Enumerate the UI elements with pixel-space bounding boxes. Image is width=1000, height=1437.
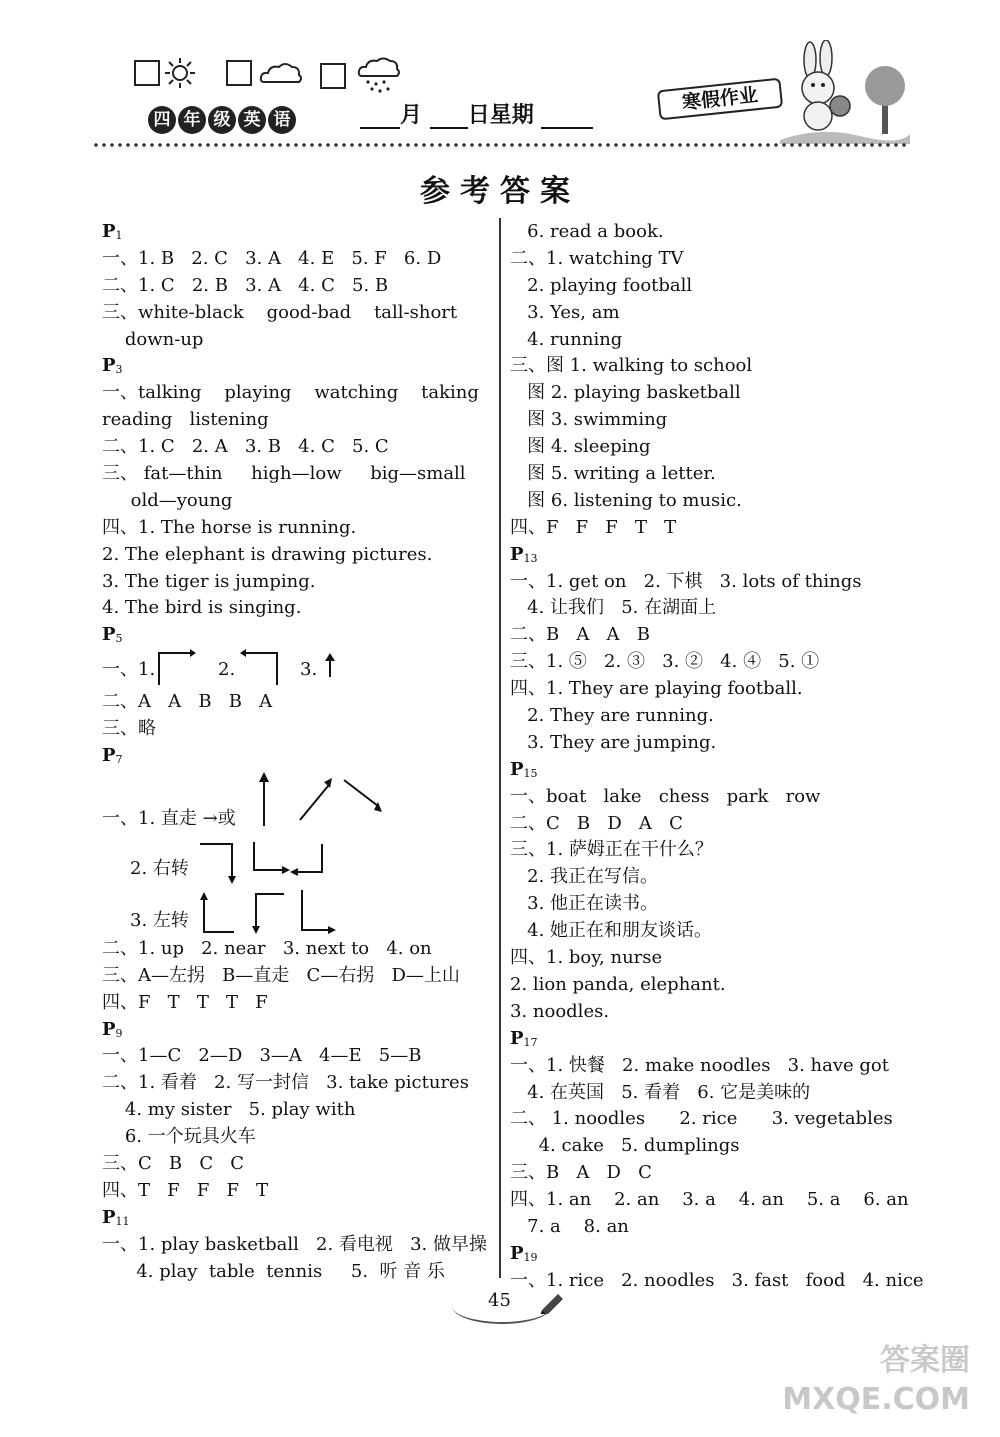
answer-line: 2. 右转 xyxy=(130,857,189,879)
answer-line: 4. 她正在和朋友谈话。 xyxy=(510,920,713,942)
answer-line: 4. cake 5. dumplings xyxy=(510,1135,740,1157)
answer-line: 二、1. C 2. A 3. B 4. C 5. C xyxy=(102,436,389,458)
page-ref-p17 xyxy=(510,1026,910,1053)
answer-line: 四、1. The horse is running. xyxy=(102,516,357,538)
answer-line: 图 3. swimming xyxy=(510,409,668,431)
answer-line: 图 6. listening to music. xyxy=(510,489,742,511)
month-label: 月 xyxy=(400,103,423,128)
answer-line: 图 4. sleeping xyxy=(510,436,651,458)
subject-char: 英 xyxy=(238,106,266,134)
day-weekday-label: 日星期 xyxy=(467,103,534,128)
answer-line: 3. noodles. xyxy=(510,1000,610,1022)
page-ref-label: $P_{15}$ xyxy=(510,758,538,780)
watermark-logo-text: 答案圈 xyxy=(880,1343,970,1378)
subject-char: 四 xyxy=(148,106,176,134)
answer-line: 二、1. 看着 2. 写一封信 3. take pictures xyxy=(102,1072,469,1094)
answer-line: 6. read a book. xyxy=(510,221,664,242)
checkbox-rainy[interactable] xyxy=(320,63,346,89)
answer-line: 2. xyxy=(218,659,236,681)
page-ref-label: $P_{11}$ xyxy=(102,1206,130,1228)
answer-line: 3. 左转 xyxy=(130,909,189,931)
answer-line: 三、1. ⑤ 2. ③ 3. ② 4. ④ 5. ① xyxy=(510,651,820,673)
answer-line: 4. 让我们 5. 在湖面上 xyxy=(510,597,717,619)
answer-line: 二、1. C 2. B 3. A 4. C 5. B xyxy=(102,274,389,296)
page-ref-p7 xyxy=(102,743,494,770)
answer-line: 3. xyxy=(300,659,318,681)
turn-right-arrow-icon xyxy=(156,649,196,687)
answer-line: 一、1. 直走 →或 xyxy=(102,807,236,829)
month-blank[interactable] xyxy=(360,107,400,129)
answer-line: 三、图 1. walking to school xyxy=(510,355,753,377)
subject-char: 语 xyxy=(268,106,296,134)
answer-line: 二、1. up 2. near 3. next to 4. on xyxy=(102,937,432,959)
answer-line: 三、A—左拐 B—直走 C—右拐 D—上山 xyxy=(102,964,460,986)
answer-line: 一、talking playing watching taking xyxy=(102,382,479,404)
right-turn-arrows-icon xyxy=(198,840,328,884)
answer-line: 一、1. get on 2. 下棋 3. lots of things xyxy=(510,570,862,592)
answer-line: 四、1. boy, nurse xyxy=(510,947,663,969)
page-ref-label: $P_9$ xyxy=(102,1018,123,1040)
left-turn-arrows-icon xyxy=(198,888,338,936)
answer-line: reading listening xyxy=(102,409,269,431)
answer-line: 2. 我正在写信。 xyxy=(510,866,659,888)
date-line xyxy=(360,98,593,129)
weather-cloudy xyxy=(226,56,304,90)
page-ref-label: $P_5$ xyxy=(102,624,123,646)
page-ref-label: $P_7$ xyxy=(102,745,123,767)
answer-line: 4. The bird is singing. xyxy=(102,597,302,619)
page-ref-label: $P_1$ xyxy=(102,221,123,242)
checkbox-sunny[interactable] xyxy=(134,60,160,86)
sun-icon xyxy=(160,56,200,90)
weekday-blank[interactable] xyxy=(541,107,593,129)
answer-line: 三、略 xyxy=(102,718,156,740)
answer-line: 四、1. an 2. an 3. a 4. an 5. a 6. an xyxy=(510,1189,909,1211)
direction-diagram xyxy=(102,770,494,936)
weather-sunny xyxy=(134,56,200,90)
answer-line: 3. They are jumping. xyxy=(510,731,717,753)
rain-cloud-icon xyxy=(356,56,402,96)
answer-line: 二、A A B B A xyxy=(102,691,273,713)
turn-left-arrow-icon xyxy=(240,649,280,687)
answer-line: 一、1. B 2. C 3. A 4. E 5. F 6. D xyxy=(102,247,442,269)
page-ref-p1 xyxy=(102,219,494,246)
page-ref-label: $P_{13}$ xyxy=(510,543,538,565)
answer-line: 图 2. playing basketball xyxy=(510,382,741,404)
answer-line: 一、boat lake chess park row xyxy=(510,785,821,807)
answer-line: 四、T F F F T xyxy=(102,1179,269,1201)
weather-rainy xyxy=(320,56,402,96)
answer-line: 图 5. writing a letter. xyxy=(510,463,716,485)
answer-line: 一、1. rice 2. noodles 3. fast food 4. nice xyxy=(510,1269,924,1291)
pencil-icon xyxy=(538,1290,566,1314)
answer-line: 四、F F F T T xyxy=(510,516,677,538)
answer-line: 2. They are running. xyxy=(510,705,714,727)
answer-line: 三、 fat—thin high—low big—small xyxy=(102,463,466,485)
rabbit-illustration xyxy=(780,40,910,144)
page-ref-label: $P_{19}$ xyxy=(510,1242,538,1264)
page-ref-p15 xyxy=(510,757,910,784)
answer-line: 6. 一个玩具火车 xyxy=(102,1126,256,1148)
direction-arrows-row xyxy=(102,649,494,689)
day-blank[interactable] xyxy=(430,107,468,129)
answer-line: 四、1. They are playing football. xyxy=(510,678,803,700)
answer-line: old—young xyxy=(102,489,233,511)
dotted-separator xyxy=(92,142,908,148)
subject-char: 级 xyxy=(208,106,236,134)
answer-line: 4. running xyxy=(510,328,623,350)
answer-line: 3. Yes, am xyxy=(510,301,620,323)
answer-line: 4. 在英国 5. 看着 6. 它是美味的 xyxy=(510,1081,811,1103)
answer-line: 一、1—C 2—D 3—A 4—E 5—B xyxy=(102,1045,422,1067)
answer-line: 3. 他正在读书。 xyxy=(510,893,659,915)
answer-line: down-up xyxy=(102,328,204,350)
answer-line: 三、B A D C xyxy=(510,1162,652,1184)
column-divider xyxy=(499,218,501,1278)
page-ref-p11 xyxy=(102,1205,494,1232)
answer-line: 二、B A A B xyxy=(510,624,650,646)
answer-line: 四、F T T T F xyxy=(102,991,268,1013)
page-ref-p5 xyxy=(102,622,494,649)
answer-line: 二、 1. noodles 2. rice 3. vegetables xyxy=(510,1108,893,1130)
answers-left-column xyxy=(102,219,494,1286)
answer-line: 7. a 8. an xyxy=(510,1215,629,1237)
answer-line: 2. playing football xyxy=(510,274,693,296)
answer-line: 2. The elephant is drawing pictures. xyxy=(102,543,433,565)
answer-line: 三、white-black good-bad tall-short xyxy=(102,301,458,323)
answer-line: 4. play table tennis 5. 听 音 乐 xyxy=(102,1260,445,1282)
answer-line: 一、1. play basketball 2. 看电视 3. 做早操 xyxy=(102,1233,487,1255)
answers-right-column xyxy=(510,219,924,1295)
checkbox-cloudy[interactable] xyxy=(226,60,252,86)
up-arrow-icon xyxy=(324,653,336,677)
answer-line: 4. my sister 5. play with xyxy=(102,1099,356,1121)
page-ref-p13 xyxy=(510,542,910,569)
page-ref-label: $P_3$ xyxy=(102,355,123,377)
watermark-url: MXQE.COM xyxy=(782,1382,970,1417)
subject-char: 年 xyxy=(178,106,206,134)
answer-line: 二、1. watching TV xyxy=(510,247,684,269)
answer-line: 三、1. 萨姆正在干什么？ xyxy=(510,839,713,861)
cloud-icon xyxy=(258,56,304,90)
answer-line: 三、C B C C xyxy=(102,1153,245,1175)
subject-label xyxy=(148,106,296,134)
answer-line: 2. lion panda, elephant. xyxy=(510,973,726,995)
page-ref-label: $P_{17}$ xyxy=(510,1027,538,1049)
winter-homework-banner: 寒假作业 xyxy=(657,78,783,121)
answer-line: 一、1. 快餐 2. make noodles 3. have got xyxy=(510,1054,889,1076)
page-ref-p3 xyxy=(102,353,494,380)
answer-line: 3. The tiger is jumping. xyxy=(102,570,316,592)
answer-line: 一、1. xyxy=(102,659,156,681)
page-header xyxy=(90,40,910,150)
page-ref-p9 xyxy=(102,1017,494,1044)
answer-line: 二、C B D A C xyxy=(510,812,683,834)
straight-arrows-icon xyxy=(252,770,392,830)
site-watermark xyxy=(782,1341,970,1419)
page-number: 45 xyxy=(488,1290,511,1311)
page-ref-p19 xyxy=(510,1241,910,1268)
page-title: 参考答案 xyxy=(420,174,580,209)
